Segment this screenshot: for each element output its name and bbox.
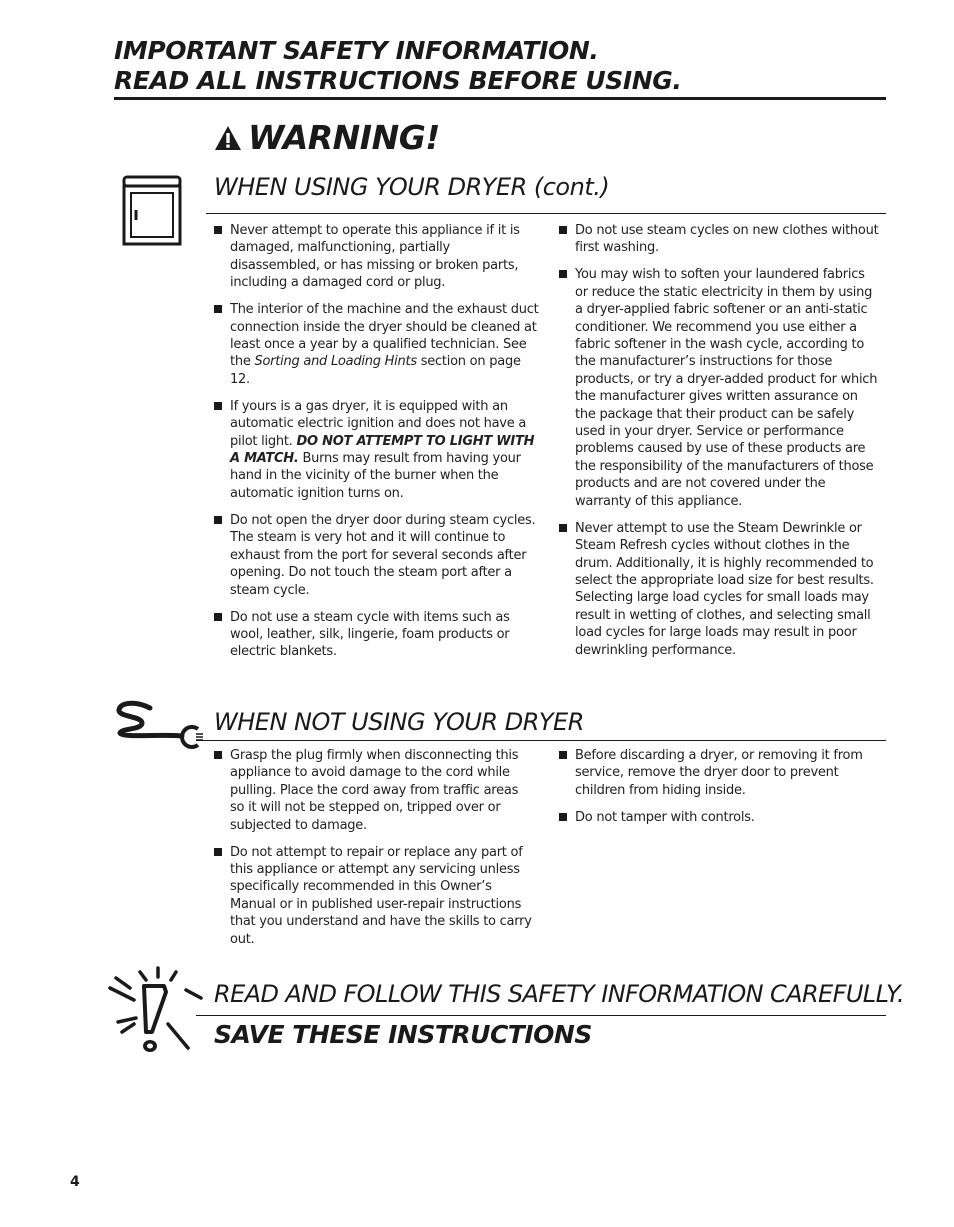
list-item (214, 512, 542, 599)
bullet-icon (214, 222, 230, 292)
list-item-text (230, 398, 542, 502)
bullet-icon (559, 809, 575, 826)
bullet-icon (214, 398, 230, 502)
using-right-column (559, 222, 881, 669)
bullet-icon (214, 844, 230, 948)
list-item-text: Do not use a steam cycle with items such as wool, leather, silk, lingerie, foam products or electric blankets. (230, 609, 510, 660)
bullet-icon (559, 520, 575, 659)
list-item-text: Grasp the plug firmly when disconnecting this appliance to avoid damage to the cord while pulling. Place the cord away from traffic areas so it will not be stepped on, tripped over or subjected to damage. (230, 748, 519, 833)
bullet-icon (214, 301, 230, 388)
list-item-text: Do not attempt to repair or replace any part of this appliance or attempt any servicing unless specifically recommended in this Owner’s Manual or in published user-repair instructions that you understand and have the skills to carry out. (230, 844, 532, 947)
dryer-icon (120, 173, 184, 249)
page-number: 4 (70, 1174, 80, 1190)
list-item (214, 398, 542, 502)
list-item (559, 520, 881, 659)
not-using-right-column (559, 747, 881, 836)
section-title-using: WHEN USING YOUR DRYER (cont.) (214, 173, 610, 201)
exclamation-alert-icon (106, 966, 208, 1056)
section-rule-using (206, 213, 886, 214)
text-emphasis: DO NOT ATTEMPT TO LIGHT WITH A MATCH. (230, 433, 535, 467)
list-item (214, 844, 532, 948)
warning-heading (214, 118, 440, 157)
bullet-icon (559, 266, 575, 510)
section-title-not-using: WHEN NOT USING YOUR DRYER (214, 708, 584, 736)
text-segment: If yours is a gas dryer, it is equipped with an automatic electric ignition and does not have a pilot light. (230, 398, 527, 449)
header-line-1: IMPORTANT SAFETY INFORMATION. (114, 36, 599, 65)
footer-line-1: READ AND FOLLOW THIS SAFETY INFORMATION CAREFULLY. (214, 980, 905, 1008)
list-item-text: Do not tamper with controls. (575, 809, 755, 825)
list-item-text: Before discarding a dryer, or removing it from service, remove the dryer door to prevent children from hiding inside. (575, 748, 863, 798)
text-segment: The interior of the machine and the exhaust duct connection inside the dryer should be cleaned at least once a year by a qualified technician. See the (230, 302, 539, 370)
bullet-icon (214, 512, 230, 599)
list-item-text (230, 301, 542, 388)
footer-rule (196, 1015, 886, 1016)
list-item-text: Never attempt to operate this appliance if it is damaged, malfunctioning, partially disassembled, or has missing or broken parts, including a damaged cord or plug. (230, 223, 520, 291)
page-header (114, 36, 886, 96)
warning-label: WARNING! (248, 118, 440, 157)
text-reference: Sorting and Loading Hints (254, 354, 417, 370)
not-using-left-column (214, 747, 532, 958)
header-line-2: READ ALL INSTRUCTIONS BEFORE USING. (114, 66, 682, 95)
warning-triangle-icon (214, 125, 242, 151)
using-left-column (214, 222, 542, 670)
bullet-icon (559, 222, 575, 257)
list-item (214, 301, 542, 388)
list-item (214, 747, 532, 834)
header-rule (114, 97, 886, 100)
text-segment: section on page 12. (230, 354, 521, 387)
list-item-text: Do not open the dryer door during steam cycles. The steam is very hot and it will continue to exhaust from the port for several seconds after opening. Do not touch the steam port after a steam cycle. (230, 512, 536, 598)
power-cord-icon (112, 698, 204, 752)
text-segment: Burns may result from having your hand in the vicinity of the burner when the automatic ignition turns on. (230, 451, 521, 501)
section-rule-not-using (196, 740, 886, 741)
list-item (559, 747, 881, 799)
list-item-text: You may wish to soften your laundered fabrics or reduce the static electricity in them by using a dryer-applied fabric softener or an anti-static conditioner. We recommend you use either a fabric softener in the wash cycle, according to the manufacturer’s instructions for those products, or try a dryer-added product for which the manufacturer gives written assurance on the package that their product can be safely used in your dryer. Service or performance problems caused by use of these products are the responsibility of the manufacturers of those products and are not covered under the warranty of this appliance. (575, 267, 878, 509)
footer-line-2: SAVE THESE INSTRUCTIONS (214, 1020, 592, 1049)
list-item-text: Do not use steam cycles on new clothes without first washing. (575, 223, 879, 256)
bullet-icon (214, 609, 230, 661)
list-item (559, 809, 881, 826)
list-item (559, 266, 881, 510)
bullet-icon (214, 747, 230, 834)
bullet-icon (559, 747, 575, 799)
list-item-text: Never attempt to use the Steam Dewrinkle or Steam Refresh cycles without clothes in the drum. Additionally, it is highly recommended to select the appropriate load size for best results. Selecting large load cycles for small loads may result in wetting of clothes, and selecting small load cycles for large loads may result in poor dewrinkling performance. (575, 520, 874, 658)
list-item (214, 222, 542, 292)
list-item (214, 609, 542, 661)
list-item (559, 222, 881, 257)
